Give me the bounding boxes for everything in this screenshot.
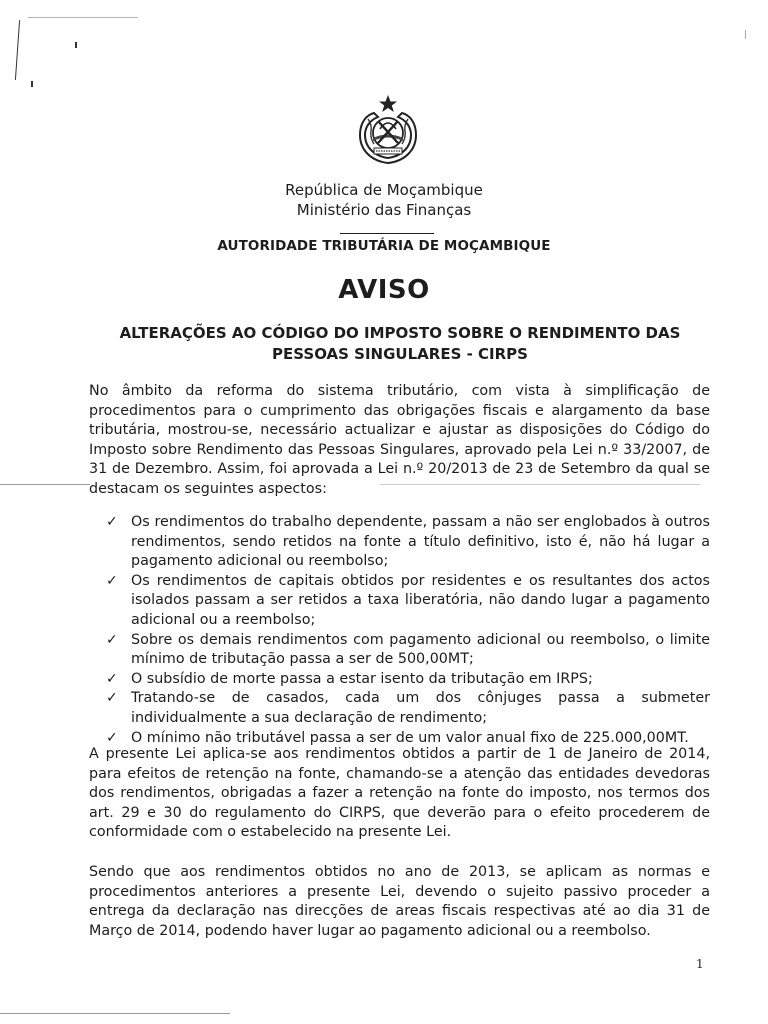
- scan-artifact-mark: [745, 30, 746, 39]
- list-item-text: Tratando-se de casados, cada um dos cônjuges passa a submeter individualmente a sua declaração de rendimento;: [131, 690, 710, 726]
- authority-heading: AUTORIDADE TRIBUTÁRIA DE MOÇAMBIQUE: [217, 238, 551, 254]
- check-icon: ✓: [106, 514, 118, 530]
- list-item-text: Os rendimentos de capitais obtidos por residentes e os resultantes dos actos isolados passam a ser retidos a taxa liberatória, não dando lugar a pagamento adicional ou a reembolso;: [131, 572, 710, 628]
- list-item-text: O subsídio de morte passa a estar isento da tributação em IRPS;: [131, 670, 593, 687]
- highlights-list: [106, 513, 710, 748]
- list-item: [106, 670, 710, 690]
- list-item-text: O mínimo não tributável passa a ser de um valor anual fixo de 225.000,00MT.: [131, 729, 689, 746]
- scan-artifact-mark: [75, 42, 77, 48]
- coat-of-arms-icon: [356, 93, 420, 169]
- intro-paragraph: No âmbito da reforma do sistema tributário, com vista à simplificação de procedimentos para o cumprimento das obrigações fiscais e alargamento da base tributária, mostrou-se, necessário actualizar e ajustar as disposições do Código do Imposto sobre Rendimento das Pessoas Singulares, aprovado pela Lei n.º 33/2007, de 31 de Dezembro. Assim, foi aprovada a Lei n.º 20/2013 de 23 de Setembro da qual se destacam os seguintes aspectos:: [89, 383, 710, 497]
- check-icon: ✓: [106, 729, 118, 746]
- scan-artifact-line: [0, 1013, 230, 1014]
- page-number: 1: [696, 957, 704, 971]
- notice-subject: ALTERAÇÕES AO CÓDIGO DO IMPOSTO SOBRE O RENDIMENTO DAS PESSOAS SINGULARES - CIRPS: [119, 324, 681, 363]
- list-item: [106, 572, 710, 631]
- list-item: [106, 689, 710, 728]
- transition-paragraph: Sendo que aos rendimentos obtidos no ano de 2013, se aplicam as normas e procedimentos anteriores a presente Lei, devendo o sujeito passivo proceder a entrega da declaração nas direcções de areas fiscais respectivas até ao dia 31 de Março de 2014, podendo haver lugar ao pagamento adicional ou a reembolso.: [89, 864, 710, 939]
- list-item: [106, 631, 710, 670]
- application-paragraph: A presente Lei aplica-se aos rendimentos obtidos a partir de 1 de Janeiro de 2014, para efeitos de retenção na fonte, chamando-se a atenção das entidades devedoras dos rendimentos, obrigadas a fazer a retenção na fonte do imposto, nos termos dos art. 29 e 30 do regulamento do CIRPS, que deverão para o efeito procederem de conformidade com o estabelecido na presente Lei.: [89, 746, 710, 841]
- scan-artifact-line: [0, 484, 90, 485]
- header-divider: [340, 233, 434, 234]
- check-icon: ✓: [106, 631, 118, 648]
- ministry-heading: Ministério das Finanças: [296, 201, 472, 219]
- list-item-text: Os rendimentos do trabalho dependente, passam a não ser englobados à outros rendimentos, sendo retidos na fonte a título definitivo, isto é, não há lugar a pagamento adicional ou reembolso;: [131, 514, 710, 570]
- check-icon: ✓: [106, 572, 118, 589]
- notice-title: AVISO: [338, 275, 430, 305]
- check-icon: ✓: [106, 690, 118, 707]
- scan-artifact-mark: [15, 20, 20, 80]
- scan-artifact-mark: [31, 81, 33, 87]
- list-item-text: Sobre os demais rendimentos com pagamento adicional ou reembolso, o limite mínimo de tributação passa a ser de 500,00MT;: [131, 631, 710, 668]
- check-icon: ✓: [106, 670, 118, 687]
- list-item: [106, 513, 710, 572]
- republic-heading: República de Moçambique: [285, 181, 483, 199]
- scan-artifact-mark: [28, 17, 138, 18]
